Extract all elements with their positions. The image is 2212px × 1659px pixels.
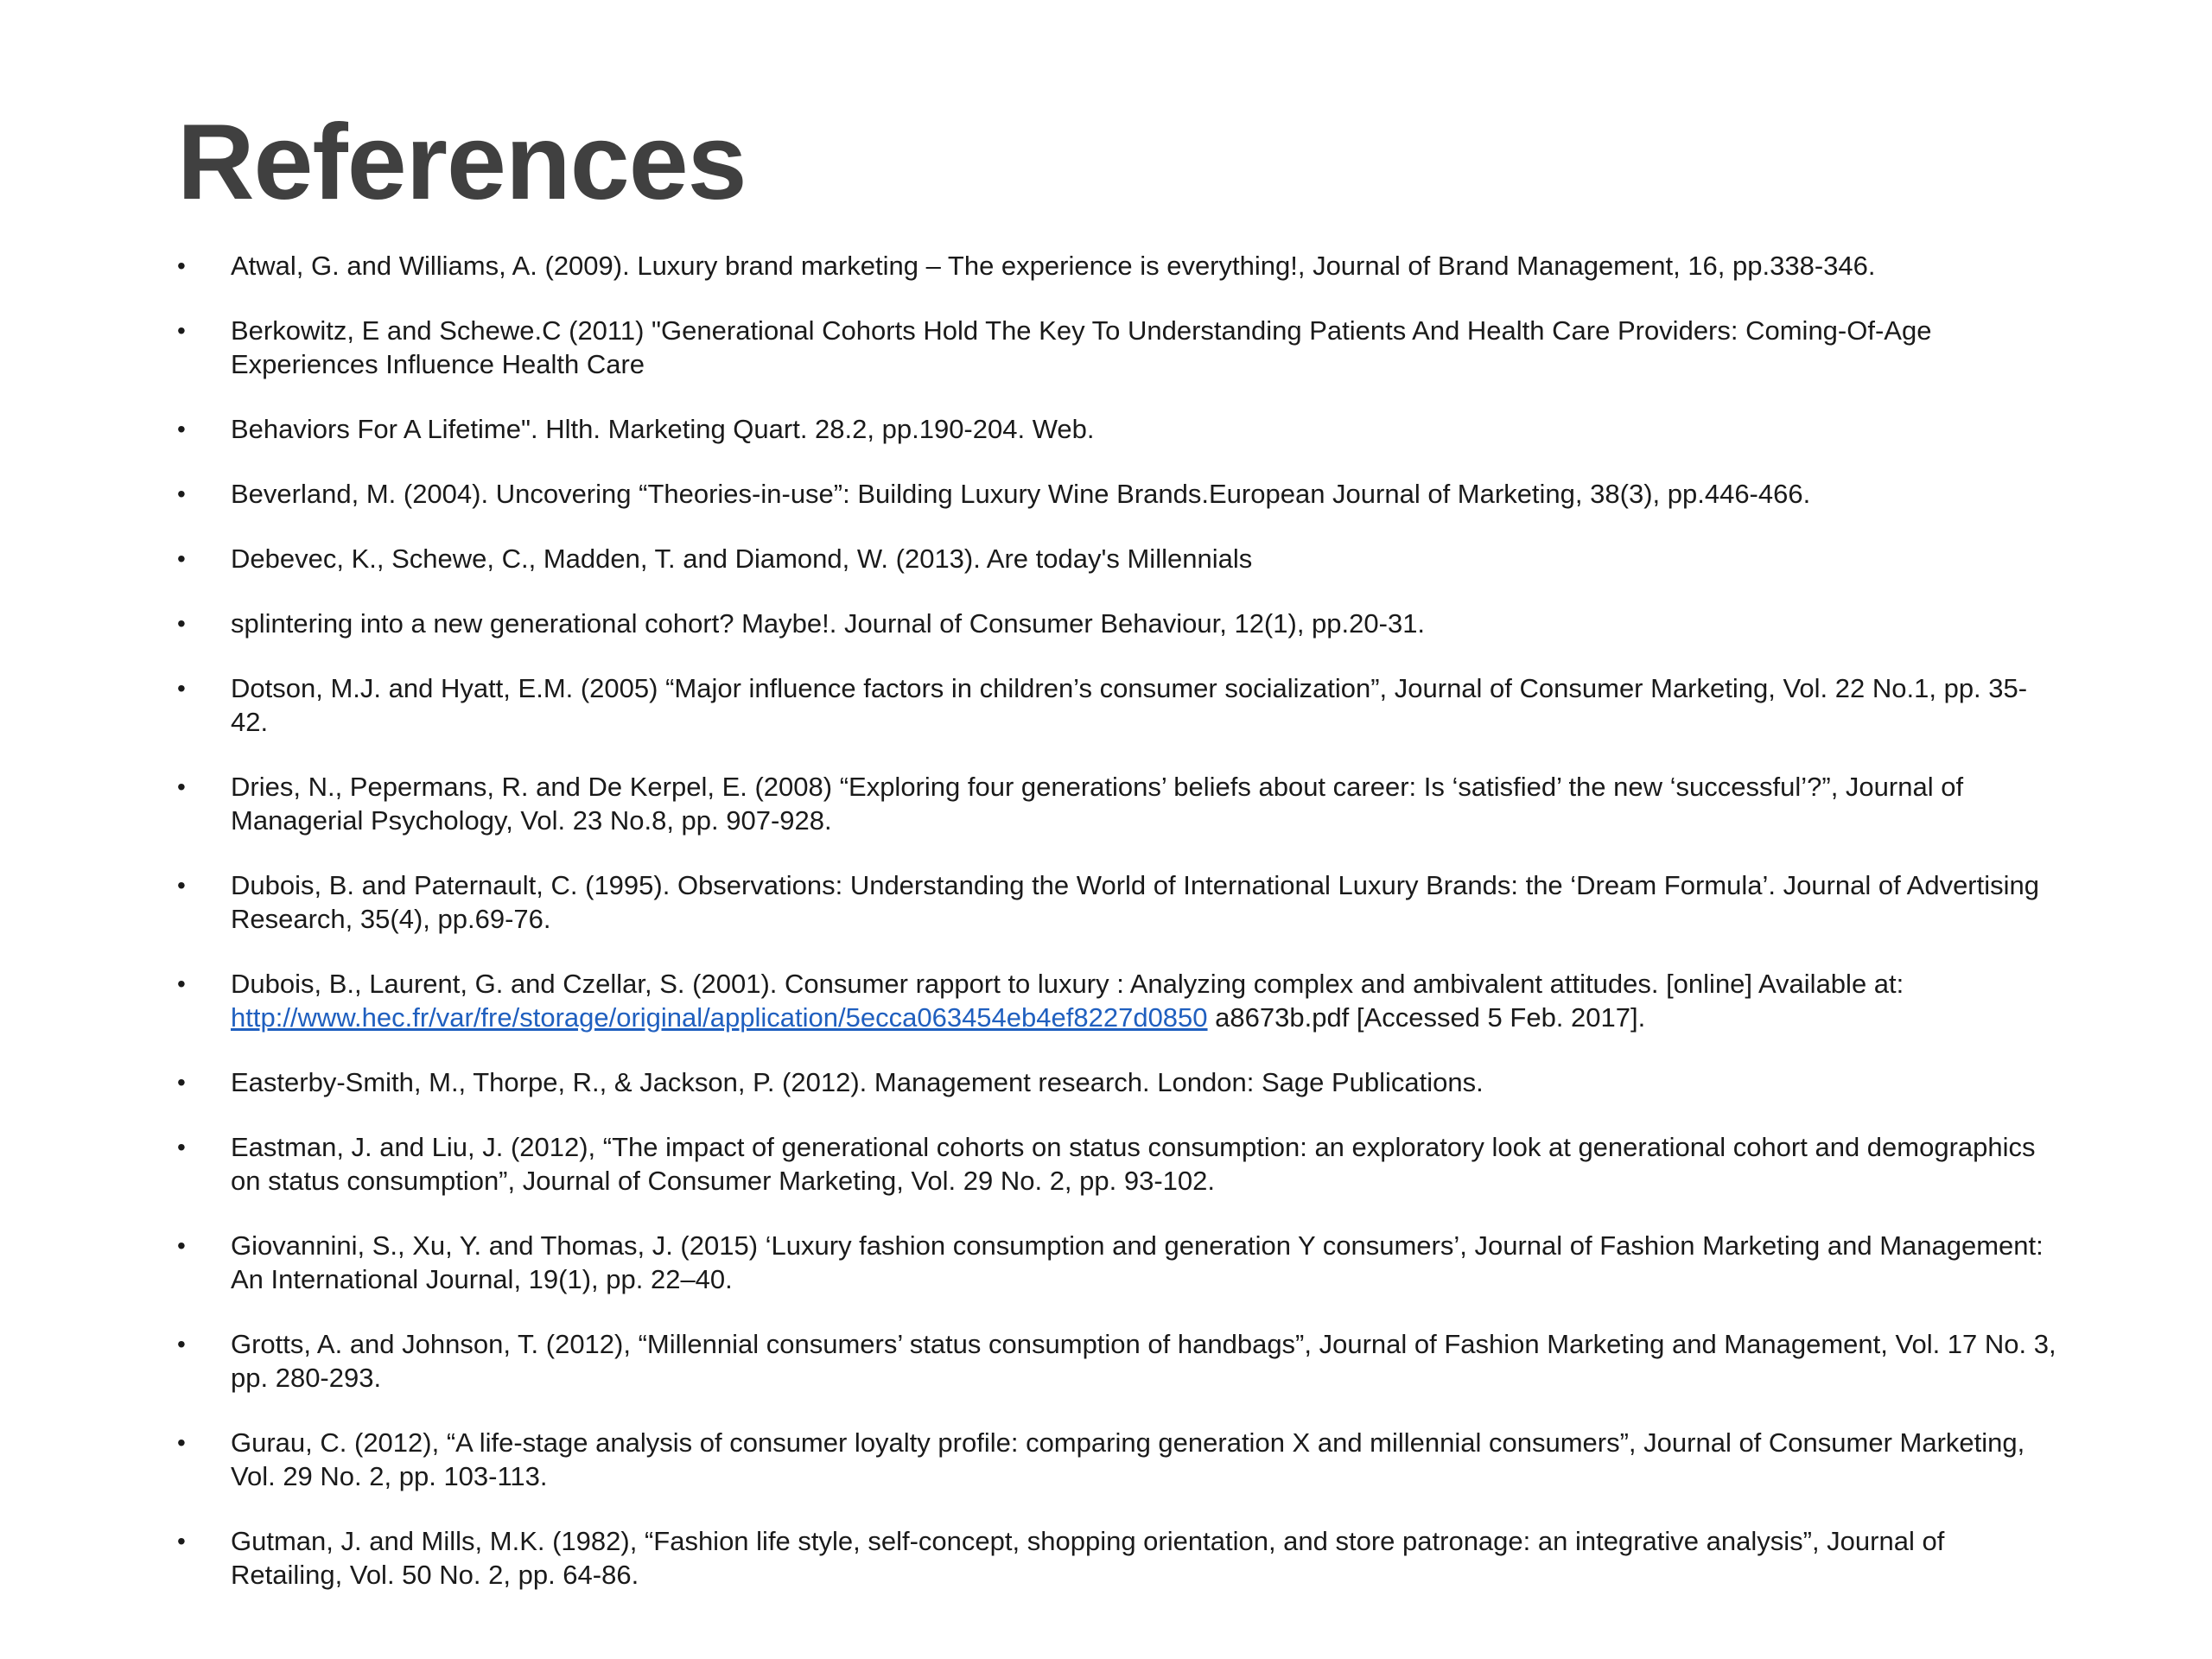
bullet-icon: • (177, 317, 186, 344)
bullet-icon: • (177, 1232, 186, 1259)
reference-text: Grotts, A. and Johnson, T. (2012), “Millennial consumers’ status consumption of handbags”, Journal of Fashion Marketing and Management, Vol. 17 No. 3, pp. 280-293. (231, 1329, 2056, 1393)
reference-text: Dotson, M.J. and Hyatt, E.M. (2005) “Major influence factors in children’s consumer socialization”, Journal of Consumer Marketing, Vol. 22 No.1, pp. 35-42. (231, 673, 2028, 737)
bullet-icon: • (177, 480, 186, 507)
reference-item (177, 1327, 2061, 1395)
reference-text: Dubois, B. and Paternault, C. (1995). Observations: Understanding the World of International Luxury Brands: the ‘Dream Formula’. Journal of Advertising Research, 35(4), pp.69-76. (231, 870, 2039, 934)
bullet-icon: • (177, 872, 186, 899)
reference-text: Easterby-Smith, M., Thorpe, R., & Jackson, P. (2012). Management research. London: Sage Publications. (231, 1067, 1484, 1097)
reference-item (177, 671, 2061, 739)
bullet-icon: • (177, 545, 186, 572)
bullet-icon: • (177, 1134, 186, 1160)
bullet-icon: • (177, 252, 186, 279)
reference-item (177, 770, 2061, 837)
reference-item (177, 314, 2061, 381)
page-title: References (177, 103, 747, 222)
reference-text: Dries, N., Pepermans, R. and De Kerpel, E. (2008) “Exploring four generations’ beliefs about career: Is ‘satisfied’ the new ‘successful’?”, Journal of Managerial Psychology, Vol. 23 No.8, pp. 907-928. (231, 772, 1964, 836)
reference-text: splintering into a new generational cohort? Maybe!. Journal of Consumer Behaviour, 12(1), pp.20-31. (231, 608, 1426, 639)
reference-url-link[interactable]: http://www.hec.fr/var/fre/storage/original/application/5ecca063454eb4ef8227d0850 (231, 1002, 1208, 1033)
reference-text: Atwal, G. and Williams, A. (2009). Luxury brand marketing – The experience is everything!, Journal of Brand Management, 16, pp.338-346. (231, 251, 1876, 281)
bullet-icon: • (177, 1429, 186, 1456)
bullet-icon: • (177, 1069, 186, 1096)
bullet-icon: • (177, 1331, 186, 1357)
reference-item (177, 607, 2061, 640)
reference-item (177, 477, 2061, 511)
bullet-icon: • (177, 773, 186, 800)
reference-item (177, 1229, 2061, 1296)
reference-item (177, 249, 2061, 283)
bullet-icon: • (177, 416, 186, 442)
reference-item (177, 967, 2061, 1034)
reference-text-after-link: a8673b.pdf [Accessed 5 Feb. 2017]. (1207, 1002, 1646, 1033)
reference-item (177, 412, 2061, 446)
reference-list (177, 249, 2061, 1623)
reference-text: Eastman, J. and Liu, J. (2012), “The impact of generational cohorts on status consumption: an exploratory look at generational cohort and demographics on status consumption”, Journal of Consumer Marketing, Vol. 29 No. 2, pp. 93-102. (231, 1132, 2036, 1196)
reference-text: Gurau, C. (2012), “A life-stage analysis of consumer loyalty profile: comparing generation X and millennial consumers”, Journal of Consumer Marketing, Vol. 29 No. 2, pp. 103-113. (231, 1427, 2025, 1491)
reference-item (177, 1426, 2061, 1493)
reference-text: Beverland, M. (2004). Uncovering “Theories-in-use”: Building Luxury Wine Brands.European Journal of Marketing, 38(3), pp.446-466. (231, 479, 1811, 509)
reference-text: Giovannini, S., Xu, Y. and Thomas, J. (2015) ‘Luxury fashion consumption and generation Y consumers’, Journal of Fashion Marketing and Management: An International Journal, 19(1), pp. 22–40. (231, 1230, 2044, 1294)
reference-item (177, 1130, 2061, 1198)
reference-item (177, 868, 2061, 936)
reference-item (177, 542, 2061, 575)
reference-text: Debevec, K., Schewe, C., Madden, T. and Diamond, W. (2013). Are today's Millennials (231, 543, 1253, 574)
bullet-icon: • (177, 675, 186, 702)
bullet-icon: • (177, 610, 186, 637)
reference-text: Behaviors For A Lifetime". Hlth. Marketing Quart. 28.2, pp.190-204. Web. (231, 414, 1095, 444)
reference-text-before-link: Dubois, B., Laurent, G. and Czellar, S. (2001). Consumer rapport to luxury : Analyzing complex and ambivalent attitudes. [online] Available at: (231, 969, 1904, 999)
reference-text: Gutman, J. and Mills, M.K. (1982), “Fashion life style, self-concept, shopping orientation, and store patronage: an integrative analysis”, Journal of Retailing, Vol. 50 No. 2, pp. 64-86. (231, 1526, 1945, 1590)
bullet-icon: • (177, 1528, 186, 1554)
bullet-icon: • (177, 970, 186, 997)
reference-item (177, 1524, 2061, 1592)
reference-text: Berkowitz, E and Schewe.C (2011) "Generational Cohorts Hold The Key To Understanding Patients And Health Care Providers: Coming-Of-Age Experiences Influence Health Care (231, 315, 1932, 379)
reference-item (177, 1065, 2061, 1099)
